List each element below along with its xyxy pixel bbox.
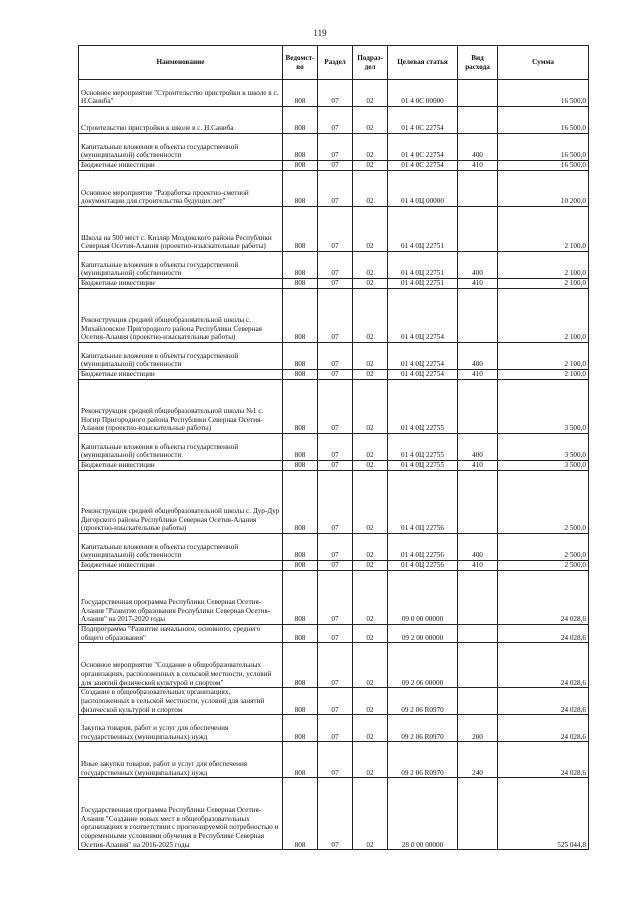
cell-subsection: 02 — [353, 715, 388, 742]
cell-amount: 16 500,0 — [498, 107, 589, 134]
table-row — [79, 471, 589, 534]
cell-section: 07 — [318, 778, 353, 850]
cell-expense-type: 410 — [458, 370, 498, 380]
table-row — [79, 534, 589, 561]
cell-target: 01 4 0С 22754 — [388, 107, 458, 134]
table-row — [79, 461, 589, 471]
cell-name: Закупка товаров, работ и услуг для обеспечения государственных (муниципальных) нужд — [79, 715, 283, 742]
cell-section: 07 — [318, 80, 353, 107]
cell-expense-type: 410 — [458, 561, 498, 571]
cell-target: 01 4 0Ц 22754 — [388, 289, 458, 343]
cell-target: 01 4 0Ц 22751 — [388, 252, 458, 279]
cell-dept: 808 — [283, 571, 318, 625]
table-row — [79, 688, 589, 715]
cell-subsection: 02 — [353, 461, 388, 471]
cell-section: 07 — [318, 279, 353, 289]
table-row — [79, 742, 589, 778]
cell-dept: 808 — [283, 434, 318, 461]
cell-name: Бюджетные инвестиции — [79, 561, 283, 571]
cell-dept: 808 — [283, 171, 318, 207]
table-row — [79, 289, 589, 343]
cell-expense-type — [458, 289, 498, 343]
table-row — [79, 107, 589, 134]
cell-target: 01 4 0Ц 00000 — [388, 171, 458, 207]
cell-dept: 808 — [283, 742, 318, 778]
cell-dept: 808 — [283, 778, 318, 850]
cell-dept: 808 — [283, 289, 318, 343]
cell-section: 07 — [318, 343, 353, 370]
cell-amount: 2 100,0 — [498, 370, 589, 380]
page-number: 119 — [313, 28, 327, 38]
cell-target: 09 2 06 R0970 — [388, 688, 458, 715]
header-expense-type: Вид расхода — [458, 46, 498, 80]
cell-name: Школа на 500 мест с. Кизляр Моздокского района Республики Северная Осетия-Алания (проектно-изыскательные работы) — [79, 207, 283, 252]
cell-section: 07 — [318, 134, 353, 161]
cell-dept: 808 — [283, 80, 318, 107]
cell-name: Реконструкция средней общеобразовательной школы №1 с. Ногир Пригородного района Республики Северная Осетия-Алания (проектно-изыскательные работы) — [79, 380, 283, 434]
cell-amount: 24 028,6 — [498, 643, 589, 688]
cell-amount: 2 100,0 — [498, 289, 589, 343]
cell-subsection: 02 — [353, 625, 388, 643]
cell-dept: 808 — [283, 207, 318, 252]
cell-section: 07 — [318, 461, 353, 471]
table-row — [79, 171, 589, 207]
cell-name: Реконструкция средней общеобразовательной школы с. Дур-Дур Дигорского района Республики Северная Осетия-Алания (проектно-изыскательные работы) — [79, 471, 283, 534]
cell-section: 07 — [318, 161, 353, 171]
cell-section: 07 — [318, 252, 353, 279]
cell-target: 01 4 0С 00000 — [388, 80, 458, 107]
cell-expense-type — [458, 107, 498, 134]
cell-amount: 2 100,0 — [498, 252, 589, 279]
cell-section: 07 — [318, 715, 353, 742]
cell-dept: 808 — [283, 161, 318, 171]
cell-amount: 24 028,6 — [498, 688, 589, 715]
table-row — [79, 380, 589, 434]
cell-target: 01 4 0Ц 22756 — [388, 471, 458, 534]
cell-subsection: 02 — [353, 561, 388, 571]
table-row — [79, 434, 589, 461]
cell-target: 01 4 0Ц 22754 — [388, 370, 458, 380]
cell-name: Подпрограмма "Развитие начального, основного, среднего общего образования" — [79, 625, 283, 643]
cell-name: Капитальные вложения в объекты государственной (муниципальной) собственности — [79, 343, 283, 370]
cell-dept: 808 — [283, 380, 318, 434]
header-target: Целевая статья — [388, 46, 458, 80]
table-row — [79, 343, 589, 370]
cell-dept: 808 — [283, 370, 318, 380]
cell-section: 07 — [318, 107, 353, 134]
cell-expense-type — [458, 207, 498, 252]
cell-name: Государственная программа Республики Северная Осетия-Алания "Развитие образования Республики Северная Осетия-Алания" на 2017-2020 годы — [79, 571, 283, 625]
cell-target: 09 2 06 R0970 — [388, 742, 458, 778]
cell-dept: 808 — [283, 343, 318, 370]
budget-table — [78, 45, 589, 850]
cell-dept: 808 — [283, 471, 318, 534]
table-row — [79, 207, 589, 252]
cell-section: 07 — [318, 688, 353, 715]
cell-expense-type: 400 — [458, 343, 498, 370]
cell-target: 01 4 0Ц 22755 — [388, 461, 458, 471]
cell-target: 09 2 06 R0970 — [388, 715, 458, 742]
cell-target: 01 4 0С 22754 — [388, 161, 458, 171]
table-row — [79, 370, 589, 380]
cell-target: 01 4 0Ц 22751 — [388, 207, 458, 252]
cell-section: 07 — [318, 434, 353, 461]
cell-dept: 808 — [283, 134, 318, 161]
cell-amount: 2 100,0 — [498, 207, 589, 252]
cell-subsection: 02 — [353, 252, 388, 279]
cell-name: Бюджетные инвестиции — [79, 370, 283, 380]
cell-target: 01 4 0Ц 22755 — [388, 434, 458, 461]
cell-amount: 24 028,6 — [498, 715, 589, 742]
cell-dept: 808 — [283, 534, 318, 561]
cell-amount: 3 500,0 — [498, 461, 589, 471]
cell-amount: 525 044,8 — [498, 778, 589, 850]
table-row — [79, 80, 589, 107]
cell-expense-type — [458, 171, 498, 207]
cell-amount: 3 500,0 — [498, 380, 589, 434]
table-header-row — [79, 46, 589, 80]
cell-expense-type — [458, 778, 498, 850]
table-row — [79, 561, 589, 571]
cell-target: 01 4 0Ц 22754 — [388, 343, 458, 370]
cell-amount: 3 500,0 — [498, 434, 589, 461]
cell-name: Бюджетные инвестиции — [79, 161, 283, 171]
table-row — [79, 643, 589, 688]
cell-target: 01 4 0Ц 22756 — [388, 534, 458, 561]
cell-target: 09 2 06 00000 — [388, 643, 458, 688]
cell-section: 07 — [318, 534, 353, 561]
cell-subsection: 02 — [353, 778, 388, 850]
cell-subsection: 02 — [353, 161, 388, 171]
cell-section: 07 — [318, 571, 353, 625]
table-row — [79, 279, 589, 289]
cell-expense-type — [458, 471, 498, 534]
cell-amount: 24 028,6 — [498, 571, 589, 625]
cell-dept: 808 — [283, 107, 318, 134]
cell-section: 07 — [318, 742, 353, 778]
cell-expense-type: 240 — [458, 742, 498, 778]
cell-target: 01 4 0Ц 22751 — [388, 279, 458, 289]
cell-target: 09 2 00 00000 — [388, 625, 458, 643]
cell-amount: 24 028,6 — [498, 625, 589, 643]
cell-expense-type: 400 — [458, 252, 498, 279]
cell-name: Иные закупки товаров, работ и услуг для обеспечения государственных (муниципальных) нужд — [79, 742, 283, 778]
header-amount: Сумма — [498, 46, 589, 80]
cell-expense-type: 200 — [458, 715, 498, 742]
cell-dept: 808 — [283, 252, 318, 279]
cell-expense-type — [458, 571, 498, 625]
cell-name: Создание в общеобразовательных организациях, расположенных в сельской местности, условий для занятий физической культурой и спортом — [79, 688, 283, 715]
header-subsection: Подраз-дел — [353, 46, 388, 80]
cell-name: Капитальные вложения в объекты государственной (муниципальной) собственности — [79, 534, 283, 561]
cell-expense-type — [458, 380, 498, 434]
cell-subsection: 02 — [353, 370, 388, 380]
cell-amount: 2 500,0 — [498, 534, 589, 561]
cell-subsection: 02 — [353, 80, 388, 107]
cell-subsection: 02 — [353, 643, 388, 688]
cell-name: Строительство пристройки к школе в с. Н.Саниба — [79, 107, 283, 134]
cell-name: Основное мероприятие "Строительство пристройки к школе в с. Н.Саниба" — [79, 80, 283, 107]
cell-subsection: 02 — [353, 534, 388, 561]
cell-amount: 16 500,0 — [498, 134, 589, 161]
cell-subsection: 02 — [353, 134, 388, 161]
header-name: Наименование — [79, 46, 283, 80]
cell-section: 07 — [318, 289, 353, 343]
cell-amount: 2 500,0 — [498, 561, 589, 571]
table-row — [79, 715, 589, 742]
cell-name: Капитальные вложения в объекты государственной (муниципальной) собственности — [79, 134, 283, 161]
cell-subsection: 02 — [353, 380, 388, 434]
cell-subsection: 02 — [353, 742, 388, 778]
cell-amount: 10 200,0 — [498, 171, 589, 207]
table-row — [79, 778, 589, 850]
cell-section: 07 — [318, 207, 353, 252]
cell-subsection: 02 — [353, 279, 388, 289]
cell-name: Капитальные вложения в объекты государственной (муниципальной) собственности — [79, 434, 283, 461]
header-section: Раздел — [318, 46, 353, 80]
cell-name: Реконструкция средней общеобразовательной школы с. Михайловское Пригородного района Республики Северная Осетия-Алания (проектно-изыскательные работы) — [79, 289, 283, 343]
table-row — [79, 571, 589, 625]
cell-amount: 16 500,0 — [498, 161, 589, 171]
cell-target: 09 0 00 00000 — [388, 571, 458, 625]
cell-amount: 2 100,0 — [498, 343, 589, 370]
cell-target: 01 4 0Ц 22755 — [388, 380, 458, 434]
cell-section: 07 — [318, 625, 353, 643]
cell-expense-type: 400 — [458, 534, 498, 561]
cell-section: 07 — [318, 471, 353, 534]
table-row — [79, 134, 589, 161]
cell-dept: 808 — [283, 643, 318, 688]
cell-target: 28 0 00 00000 — [388, 778, 458, 850]
cell-subsection: 02 — [353, 207, 388, 252]
cell-expense-type: 400 — [458, 134, 498, 161]
cell-section: 07 — [318, 171, 353, 207]
cell-expense-type: 410 — [458, 461, 498, 471]
cell-name: Капитальные вложения в объекты государственной (муниципальной) собственности — [79, 252, 283, 279]
header-dept: Ведомст-во — [283, 46, 318, 80]
cell-expense-type — [458, 643, 498, 688]
cell-expense-type: 400 — [458, 434, 498, 461]
cell-name: Бюджетные инвестиции — [79, 279, 283, 289]
cell-expense-type — [458, 80, 498, 107]
cell-dept: 808 — [283, 688, 318, 715]
table-row — [79, 625, 589, 643]
cell-dept: 808 — [283, 461, 318, 471]
cell-name: Основное мероприятие "Разработка проектно-сметной документации для строительства будущих лет" — [79, 171, 283, 207]
cell-dept: 808 — [283, 715, 318, 742]
cell-amount: 2 100,0 — [498, 279, 589, 289]
cell-dept: 808 — [283, 279, 318, 289]
cell-subsection: 02 — [353, 688, 388, 715]
cell-name: Государственная программа Республики Северная Осетия-Алания "Создание новых мест в общеобразовательных организациях в соответствии с прогнозируемой потребностью и современными условиями обучения в Республике Северная Осетия-Алания" на 2016-2025 годы — [79, 778, 283, 850]
cell-dept: 808 — [283, 561, 318, 571]
cell-section: 07 — [318, 370, 353, 380]
cell-subsection: 02 — [353, 343, 388, 370]
cell-section: 07 — [318, 380, 353, 434]
cell-section: 07 — [318, 561, 353, 571]
cell-amount: 16 500,0 — [498, 80, 589, 107]
cell-subsection: 02 — [353, 107, 388, 134]
cell-amount: 2 500,0 — [498, 471, 589, 534]
cell-subsection: 02 — [353, 434, 388, 461]
cell-target: 01 4 0Ц 22756 — [388, 561, 458, 571]
cell-expense-type — [458, 625, 498, 643]
cell-expense-type: 410 — [458, 279, 498, 289]
cell-subsection: 02 — [353, 571, 388, 625]
cell-dept: 808 — [283, 625, 318, 643]
cell-subsection: 02 — [353, 171, 388, 207]
cell-section: 07 — [318, 643, 353, 688]
table-row — [79, 252, 589, 279]
cell-name: Бюджетные инвестиции — [79, 461, 283, 471]
cell-name: Основное мероприятие "Создание в общеобразовательных организациях, расположенных в сельской местности, условий для занятий физической культурой и спортом" — [79, 643, 283, 688]
cell-target: 01 4 0С 22754 — [388, 134, 458, 161]
table-row — [79, 161, 589, 171]
cell-expense-type: 410 — [458, 161, 498, 171]
cell-amount: 24 028,6 — [498, 742, 589, 778]
cell-subsection: 02 — [353, 471, 388, 534]
cell-expense-type — [458, 688, 498, 715]
cell-subsection: 02 — [353, 289, 388, 343]
